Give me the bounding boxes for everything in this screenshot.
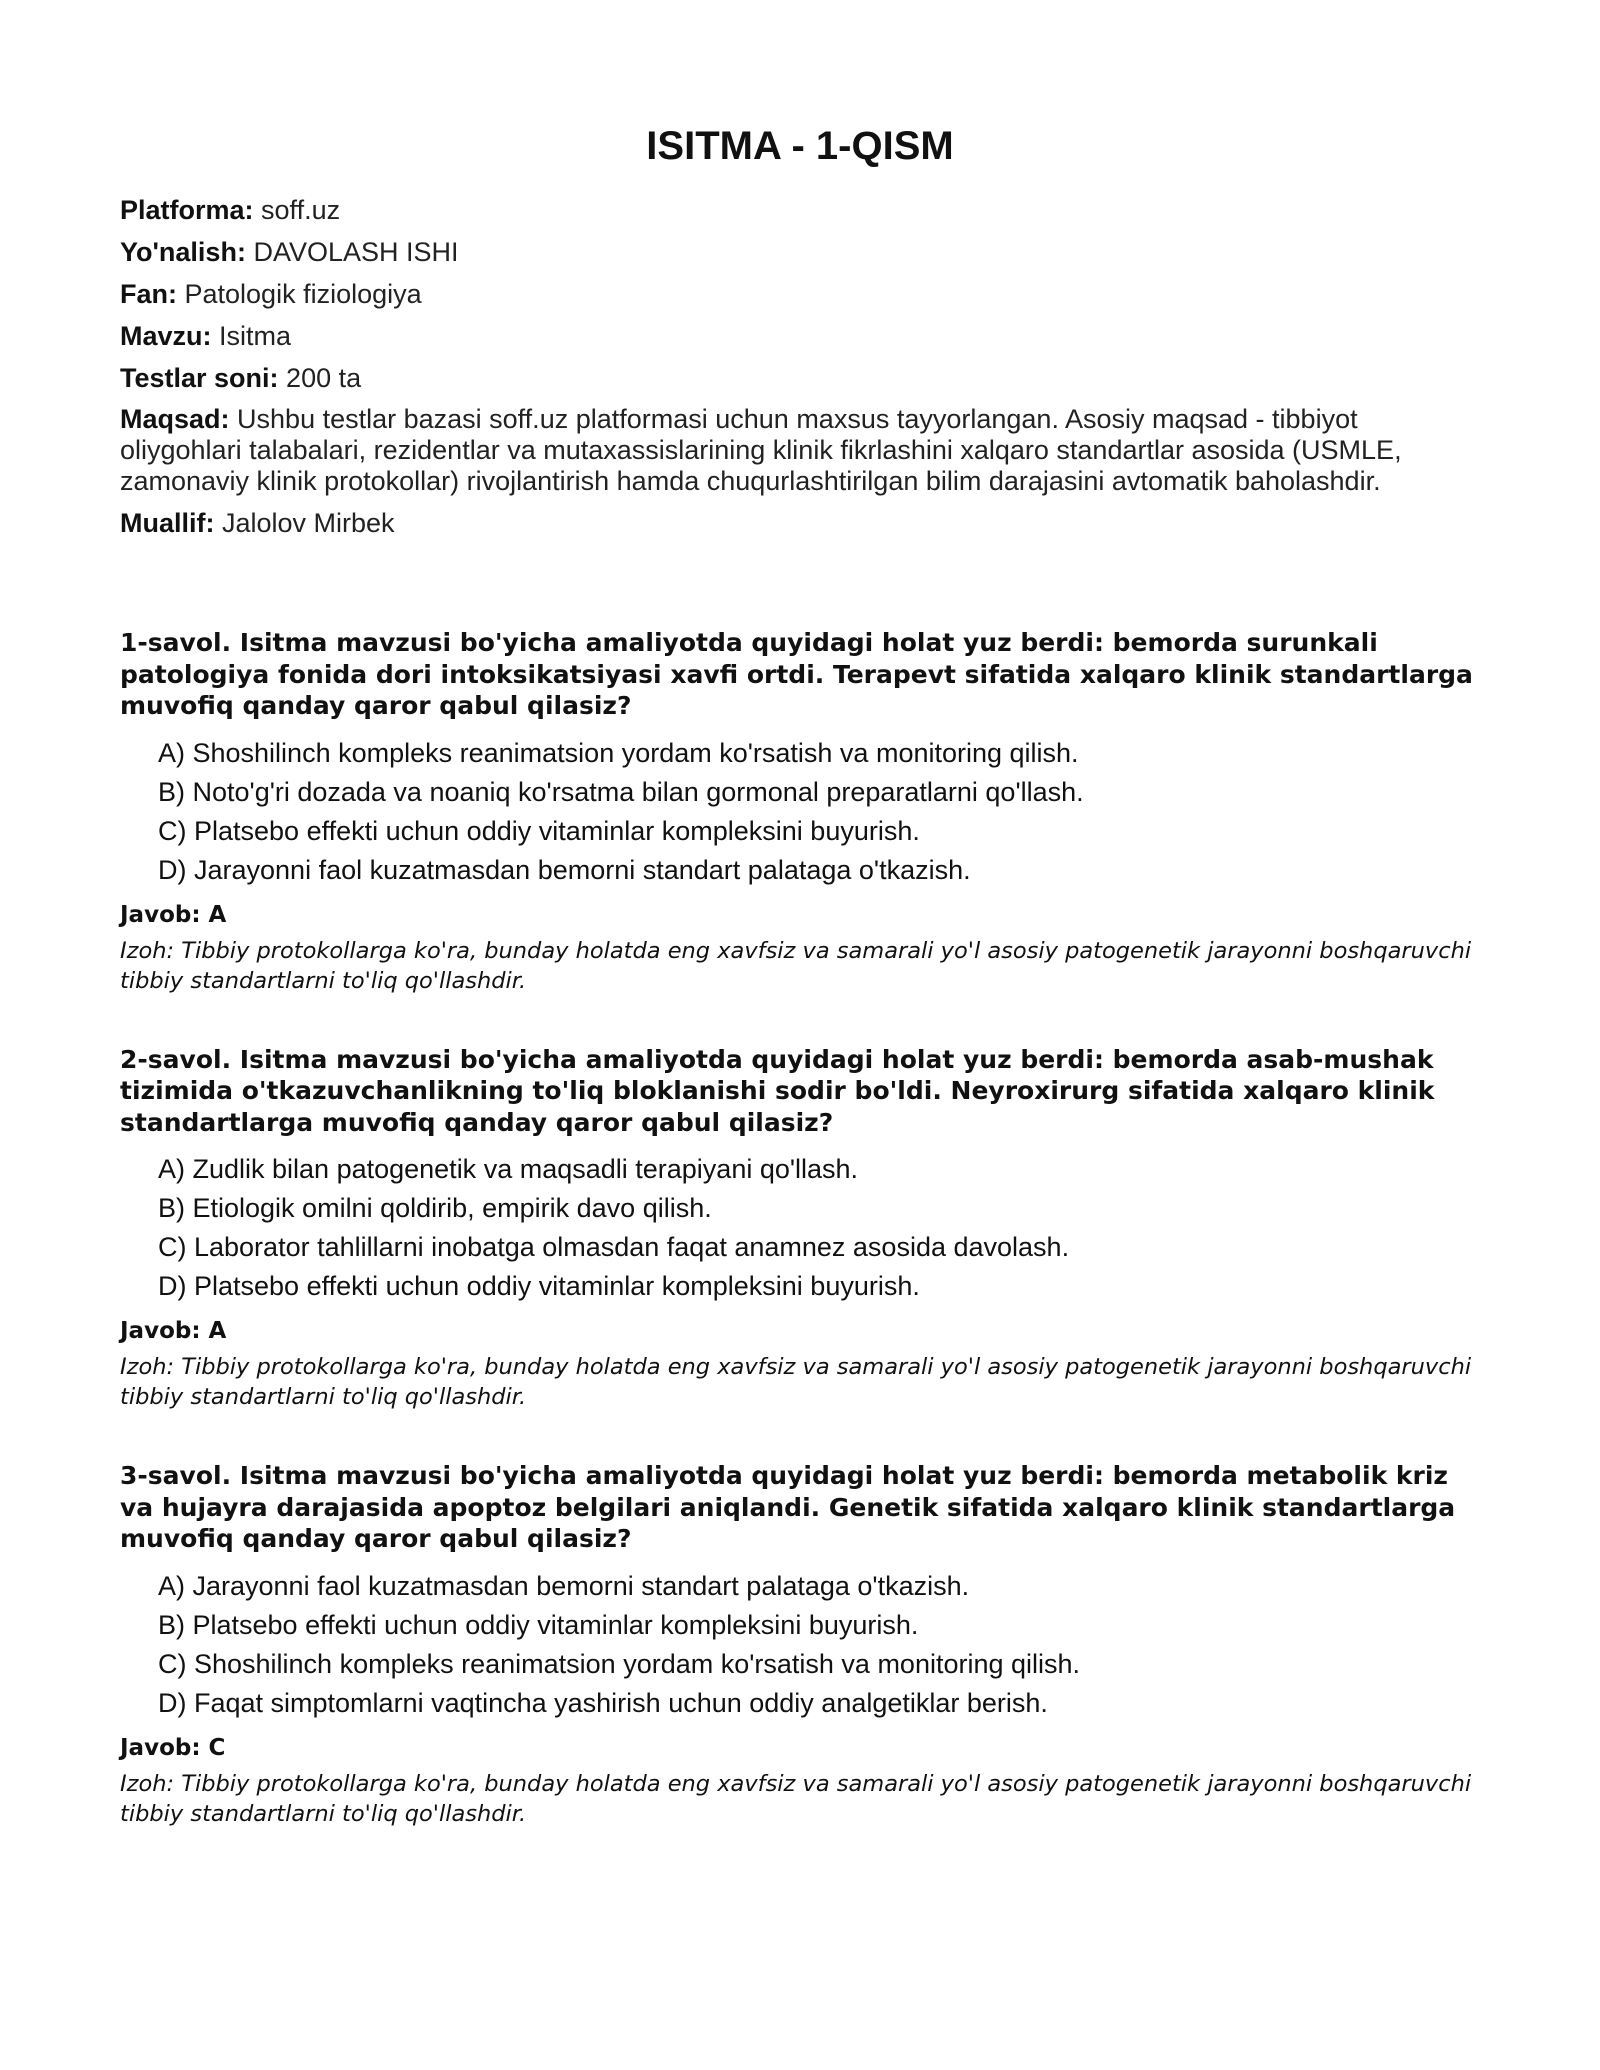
meta-label: Mavzu: bbox=[120, 321, 212, 351]
document-meta bbox=[120, 194, 1480, 539]
meta-platform bbox=[120, 194, 1480, 226]
option-list bbox=[120, 1567, 1480, 1723]
option-a: A) Jarayonni faol kuzatmasdan bemorni standart palataga o'tkazish. bbox=[158, 1570, 970, 1601]
meta-test-count bbox=[120, 362, 1480, 394]
question-1 bbox=[120, 627, 1480, 996]
meta-author bbox=[120, 507, 1480, 539]
question-list bbox=[120, 627, 1480, 1829]
explanation: Izoh: Tibbiy protokollarga ko'ra, bunday holatda eng xavfsiz va samarali yo'l asosiy patogenetik jarayonni boshqaruvchi tibbiy standartlarni to'liq qo'llashdir. bbox=[120, 1770, 1472, 1827]
question-text: 3-savol. Isitma mavzusi bo'yicha amaliyotda quyidagi holat yuz berdi: bemorda metabolik kriz va hujayra darajasida apoptoz belgilari aniqlandi. Genetik sifatida xalqaro klinik standartlarga muvofiq qanday qaror qabul qilasiz? bbox=[120, 1461, 1456, 1553]
option-d: D) Faqat simptomlarni vaqtincha yashirish uchun oddiy analgetiklar berish. bbox=[158, 1687, 1048, 1718]
meta-label: Maqsad: bbox=[120, 404, 230, 434]
option-d: D) Jarayonni faol kuzatmasdan bemorni standart palataga o'tkazish. bbox=[158, 854, 971, 885]
option-b: B) Etiologik omilni qoldirib, empirik davo qilish. bbox=[158, 1193, 712, 1223]
option-list bbox=[120, 734, 1480, 890]
meta-value: Isitma bbox=[211, 321, 292, 351]
explanation: Izoh: Tibbiy protokollarga ko'ra, bunday holatda eng xavfsiz va samarali yo'l asosiy patogenetik jarayonni boshqaruvchi tibbiy standartlarni to'liq qo'llashdir. bbox=[120, 1354, 1472, 1410]
meta-direction bbox=[120, 236, 1480, 268]
option-a: A) Shoshilinch kompleks reanimatsion yordam ko'rsatish va monitoring qilish. bbox=[158, 737, 1079, 768]
meta-value: Ushbu testlar bazasi soff.uz platformasi uchun maxsus tayyorlangan. Asosiy maqsad - tibbiyot oliygohlari talabalari, rezidentlar va mutaxassislarining klinik fikrlashini xalqaro standartlar asosida (USMLE, zamonaviy klinik protokollar) rivojlantirish hamda chuqurlashtirilgan bilim darajasini avtomatik baholashdir. bbox=[120, 404, 1402, 496]
meta-topic bbox=[120, 320, 1480, 352]
option-c: C) Platsebo effekti uchun oddiy vitaminlar kompleksini buyurish. bbox=[158, 815, 920, 846]
option-b: B) Noto'g'ri dozada va noaniq ko'rsatma bilan gormonal preparatlarni qo'llash. bbox=[158, 776, 1084, 807]
answer: Javob: A bbox=[120, 901, 227, 928]
question-text: 1-savol. Isitma mavzusi bo'yicha amaliyotda quyidagi holat yuz berdi: bemorda surunkali patologiya fonida dori intoksikatsiyasi xavfi ortdi. Terapevt sifatida xalqaro klinik standartlarga muvofiq qanday qaror qabul qilasiz? bbox=[120, 628, 1473, 720]
answer: Javob: A bbox=[120, 1318, 227, 1344]
option-c: C) Shoshilinch kompleks reanimatsion yordam ko'rsatish va monitoring qilish. bbox=[158, 1648, 1081, 1679]
option-a: A) Zudlik bilan patogenetik va maqsadli terapiyani qo'llash. bbox=[158, 1154, 859, 1184]
option-list bbox=[120, 1150, 1480, 1306]
option-d: D) Platsebo effekti uchun oddiy vitaminlar kompleksini buyurish. bbox=[158, 1271, 920, 1301]
meta-label: Testlar soni: bbox=[120, 363, 279, 393]
question-2 bbox=[120, 1044, 1480, 1413]
meta-goal bbox=[120, 404, 1480, 497]
meta-label: Fan: bbox=[120, 279, 177, 309]
question-text: 2-savol. Isitma mavzusi bo'yicha amaliyotda quyidagi holat yuz berdi: bemorda asab-mushak tizimida o'tkazuvchanlikning to'liq bloklanishi sodir bo'ldi. Neyroxirurg sifatida xalqaro klinik standartlarga muvofiq qanday qaror qabul qilasiz? bbox=[120, 1044, 1435, 1137]
meta-value: DAVOLASH ISHI bbox=[245, 237, 459, 267]
meta-value: Jalolov Mirbek bbox=[214, 508, 395, 538]
document-title: ISITMA - 1-QISM bbox=[646, 124, 954, 168]
explanation: Izoh: Tibbiy protokollarga ko'ra, bunday holatda eng xavfsiz va samarali yo'l asosiy patogenetik jarayonni boshqaruvchi tibbiy standartlarni to'liq qo'llashdir. bbox=[120, 937, 1472, 994]
meta-label: Muallif: bbox=[120, 508, 215, 538]
meta-label: Yo'nalish: bbox=[120, 237, 246, 267]
meta-label: Platforma: bbox=[120, 195, 254, 225]
meta-subject bbox=[120, 278, 1480, 310]
meta-value: 200 ta bbox=[278, 363, 362, 393]
option-c: C) Laborator tahlillarni inobatga olmasdan faqat anamnez asosida davolash. bbox=[158, 1232, 1070, 1262]
question-3 bbox=[120, 1460, 1480, 1829]
meta-value: soff.uz bbox=[253, 195, 341, 225]
option-b: B) Platsebo effekti uchun oddiy vitaminlar kompleksini buyurish. bbox=[158, 1609, 919, 1640]
answer: Javob: C bbox=[120, 1734, 226, 1761]
meta-value: Patologik fiziologiya bbox=[177, 279, 422, 309]
